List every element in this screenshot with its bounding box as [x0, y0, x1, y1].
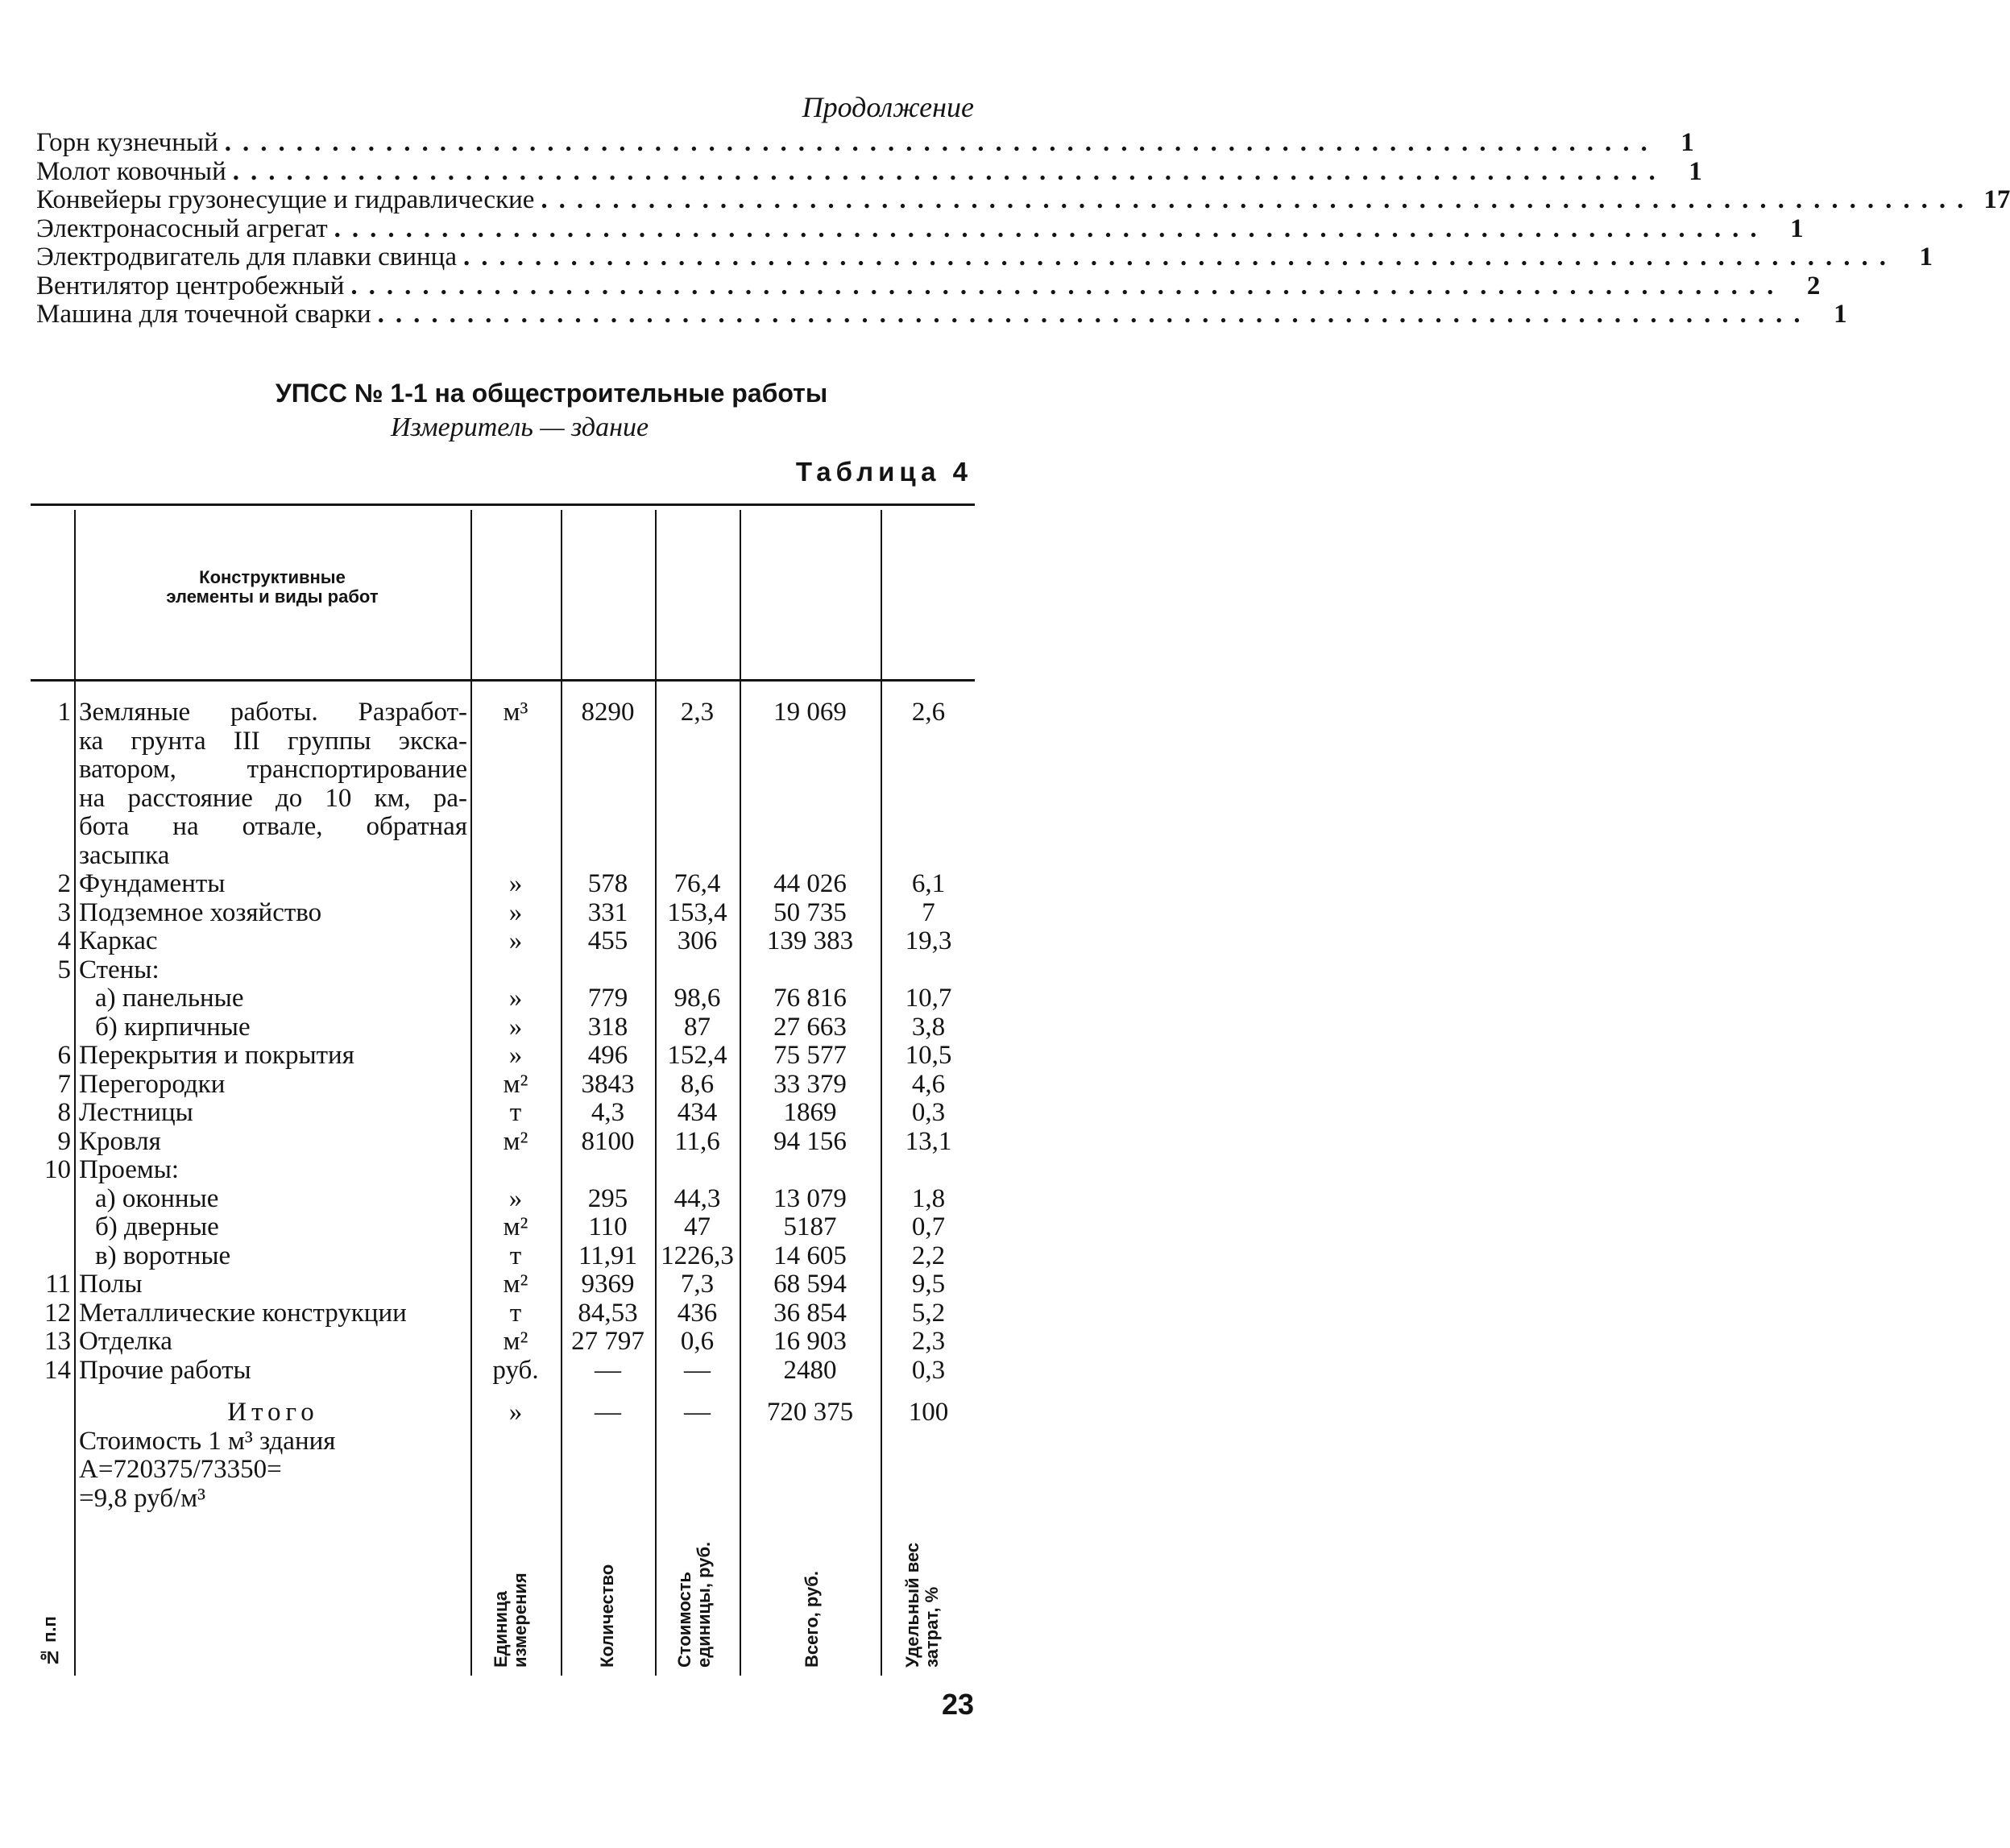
row-unit-price: 47	[684, 1212, 711, 1241]
row-share: 9,5	[911, 1270, 946, 1299]
table-top-rule	[31, 503, 975, 506]
row-name-line: засыпка	[79, 840, 170, 870]
row-number: 3	[57, 897, 71, 927]
row-share: 4,6	[911, 1069, 946, 1099]
row-unit-price: 98,6	[673, 984, 721, 1013]
row-share: 1,8	[911, 1183, 946, 1213]
row-name: в) воротные	[95, 1241, 231, 1270]
equipment-name: Вентилятор центробежный	[36, 271, 345, 300]
row-unit-price: 11,6	[674, 1126, 720, 1156]
row-total: 27 663	[773, 1012, 847, 1042]
row-qty: 318	[587, 1012, 628, 1042]
equipment-name: Электронасосный агрегат	[36, 213, 328, 243]
table-header-rule	[31, 679, 975, 682]
dot-leader: ................................................................................	[462, 242, 1897, 271]
header-num: № п.п	[39, 1616, 60, 1668]
row-unit-price: 1226,3	[661, 1241, 734, 1270]
row-share: 10,7	[905, 984, 952, 1013]
row-qty: 3843	[581, 1069, 635, 1099]
equipment-qty: 1	[1689, 156, 1702, 186]
row-qty: 110	[588, 1212, 628, 1241]
dot-leader: ................................................................................	[350, 271, 1785, 300]
continuation-label: Продолжение	[802, 91, 974, 123]
equipment-name: Горн кузнечный	[36, 128, 218, 157]
row-name: Металлические конструкции	[79, 1298, 407, 1328]
row-name: б) кирпичные	[95, 1012, 251, 1042]
cost-note-line: =9,8 руб/м³	[79, 1483, 205, 1513]
row-share: 13,1	[905, 1126, 952, 1156]
row-name: Кровля	[79, 1126, 161, 1156]
row-number: 11	[45, 1270, 71, 1299]
total-unit: »	[508, 1398, 523, 1427]
row-total: 1869	[783, 1098, 837, 1127]
equipment-qty: 2	[1806, 271, 1821, 300]
row-number: 5	[57, 955, 71, 984]
header-unit-price: Стоимость единицы, руб.	[674, 1541, 714, 1668]
equipment-name: Машина для точечной сварки	[36, 300, 371, 329]
table-caption: Таблица 4	[795, 457, 972, 487]
row-number: 8	[57, 1098, 71, 1127]
row-unit-price: —	[684, 1355, 711, 1385]
row-qty: 9369	[581, 1270, 635, 1299]
column-divider	[74, 510, 76, 1676]
row-qty: 8100	[581, 1126, 635, 1156]
equipment-name: Молот ковочный	[36, 156, 226, 186]
row-number: 14	[44, 1355, 71, 1385]
total-label: Итого	[227, 1398, 319, 1427]
row-unit-price: 306	[677, 926, 718, 955]
section-subheading: Измеритель — здание	[390, 412, 649, 442]
row-name-line: ка грунта III группы экска-	[79, 726, 467, 756]
row-total: 16 903	[773, 1327, 847, 1356]
row-name-line: Земляные работы. Разработ-	[79, 698, 467, 727]
row-unit: »	[508, 1183, 523, 1213]
row-unit: м³	[503, 698, 528, 727]
row-unit-price: 0,6	[680, 1327, 715, 1356]
row-unit: м²	[503, 1270, 528, 1299]
row-share: 0,3	[911, 1098, 946, 1127]
row-total: 44 026	[773, 869, 847, 898]
row-unit-price: 436	[677, 1298, 718, 1328]
equipment-qty: 1	[1790, 213, 1804, 243]
equipment-qty: 1	[1681, 128, 1694, 157]
row-unit-price: 152,4	[667, 1041, 727, 1070]
dot-leader: ................................................................................	[541, 185, 1975, 214]
equipment-row	[36, 271, 1821, 301]
row-name: Стены:	[79, 955, 160, 984]
row-number: 2	[57, 869, 71, 898]
row-share: 2,2	[911, 1241, 946, 1270]
row-qty: 84,53	[578, 1298, 638, 1328]
equipment-qty: 1	[1919, 242, 1933, 271]
row-name: а) оконные	[95, 1183, 219, 1213]
equipment-row	[36, 128, 1694, 158]
row-unit: м²	[503, 1069, 528, 1099]
row-total: 76 816	[773, 984, 847, 1013]
equipment-list	[36, 128, 2010, 329]
row-total: 139 383	[766, 926, 854, 955]
row-total: 68 594	[773, 1270, 847, 1299]
row-name: Подземное хозяйство	[79, 897, 322, 927]
equipment-row	[36, 242, 1933, 272]
row-unit-price: 44,3	[673, 1183, 721, 1213]
equipment-row	[36, 156, 1702, 187]
row-share: 2,3	[911, 1327, 946, 1356]
section-heading: УПСС № 1-1 на общестроительные работы	[275, 379, 828, 408]
row-unit: т	[509, 1098, 522, 1127]
row-number: 9	[57, 1126, 71, 1156]
row-qty: 11,91	[578, 1241, 638, 1270]
row-total: 33 379	[773, 1069, 847, 1099]
row-share: 0,7	[911, 1212, 946, 1241]
row-unit: »	[508, 1012, 523, 1042]
row-unit: т	[509, 1241, 522, 1270]
row-unit: »	[508, 984, 523, 1013]
row-name: Полы	[79, 1270, 143, 1299]
row-qty: 455	[587, 926, 628, 955]
row-unit: м²	[503, 1212, 528, 1241]
row-number: 10	[44, 1155, 71, 1184]
dot-leader: ................................................................................	[232, 156, 1667, 186]
row-qty: 779	[587, 984, 628, 1013]
row-share: 5,2	[911, 1298, 946, 1328]
dot-leader: ................................................................................	[334, 213, 1768, 243]
equipment-qty: 1	[1834, 300, 1847, 329]
row-unit: »	[508, 869, 523, 898]
row-total: 94 156	[773, 1126, 847, 1156]
row-share: 10,5	[905, 1041, 952, 1070]
total-sum: 720 375	[766, 1398, 854, 1427]
row-name: б) дверные	[95, 1212, 219, 1241]
row-name: Проемы:	[79, 1155, 180, 1184]
cost-note-line: А=720375/73350=	[79, 1455, 282, 1484]
row-name: а) панельные	[95, 984, 244, 1013]
row-name: Отделка	[79, 1327, 172, 1356]
row-unit-price: 76,4	[673, 869, 721, 898]
row-number: 6	[57, 1041, 71, 1070]
row-share: 6,1	[911, 869, 946, 898]
row-qty: 4,3	[591, 1098, 625, 1127]
row-total: 2480	[783, 1355, 837, 1385]
row-unit: »	[508, 1041, 523, 1070]
row-name-line: на расстояние до 10 км, ра-	[79, 783, 467, 813]
row-number: 4	[57, 926, 71, 955]
row-unit-price: 7,3	[680, 1270, 715, 1299]
row-unit-price: 2,3	[680, 698, 715, 727]
row-total: 19 069	[773, 698, 847, 727]
equipment-row	[36, 213, 1804, 244]
row-share: 0,3	[911, 1355, 946, 1385]
row-unit: руб.	[492, 1355, 539, 1385]
row-share: 7	[922, 897, 935, 927]
equipment-name: Электродвигатель для плавки свинца	[36, 242, 457, 271]
row-unit-price: 153,4	[667, 897, 727, 927]
row-unit: м²	[503, 1126, 528, 1156]
page-number: 23	[941, 1688, 974, 1721]
row-share: 19,3	[905, 926, 952, 955]
header-unit: Единица измерения	[491, 1572, 530, 1668]
equipment-row	[36, 185, 2010, 215]
row-unit: т	[509, 1298, 522, 1328]
row-unit-price: 434	[677, 1098, 718, 1127]
row-share: 2,6	[911, 698, 946, 727]
row-qty: 8290	[581, 698, 635, 727]
total-share: 100	[908, 1398, 949, 1427]
row-qty: —	[595, 1355, 621, 1385]
row-name: Перегородки	[79, 1069, 226, 1099]
total-unit-price: —	[684, 1398, 711, 1427]
header-total: Всего, руб.	[802, 1571, 822, 1668]
row-name: Прочие работы	[79, 1355, 251, 1385]
row-name: Перекрытия и покрытия	[79, 1041, 354, 1070]
row-share: 3,8	[911, 1012, 946, 1042]
row-number: 1	[57, 698, 71, 727]
dot-leader: ................................................................................	[224, 128, 1659, 157]
row-number: 12	[44, 1298, 71, 1328]
equipment-name: Конвейеры грузонесущие и гидравлические	[36, 185, 535, 214]
row-name: Лестницы	[79, 1098, 193, 1127]
cost-table	[31, 503, 975, 1676]
row-number: 7	[57, 1069, 71, 1099]
row-name: Фундаменты	[79, 869, 226, 898]
equipment-qty: 17	[1983, 185, 2010, 214]
total-qty: —	[595, 1398, 621, 1427]
row-name-line: бота на отвале, обратная	[79, 812, 467, 841]
row-qty: 331	[587, 897, 628, 927]
row-unit-price: 87	[684, 1012, 711, 1042]
row-name-line: ватором, транспортирование	[79, 755, 467, 784]
row-total: 36 854	[773, 1298, 847, 1328]
row-unit: »	[508, 897, 523, 927]
row-unit: м²	[503, 1327, 528, 1356]
row-name: Каркас	[79, 926, 158, 955]
row-qty: 295	[587, 1183, 628, 1213]
row-total: 13 079	[773, 1183, 847, 1213]
row-total: 50 735	[773, 897, 847, 927]
row-qty: 578	[587, 869, 628, 898]
row-total: 14 605	[773, 1241, 847, 1270]
row-unit: »	[508, 926, 523, 955]
dot-leader: ................................................................................	[377, 300, 1812, 329]
equipment-row	[36, 300, 1847, 329]
row-total: 75 577	[773, 1041, 847, 1070]
header-share: Удельный вес затрат, %	[902, 1542, 942, 1668]
row-qty: 496	[587, 1041, 628, 1070]
row-total: 5187	[783, 1212, 837, 1241]
row-unit-price: 8,6	[680, 1069, 715, 1099]
row-number: 13	[44, 1327, 71, 1356]
row-qty: 27 797	[571, 1327, 644, 1356]
cost-note-line: Стоимость 1 м³ здания	[79, 1426, 336, 1456]
header-qty: Количество	[597, 1564, 617, 1668]
header-elements: Конструктивные элементы и виды работ	[166, 567, 379, 607]
